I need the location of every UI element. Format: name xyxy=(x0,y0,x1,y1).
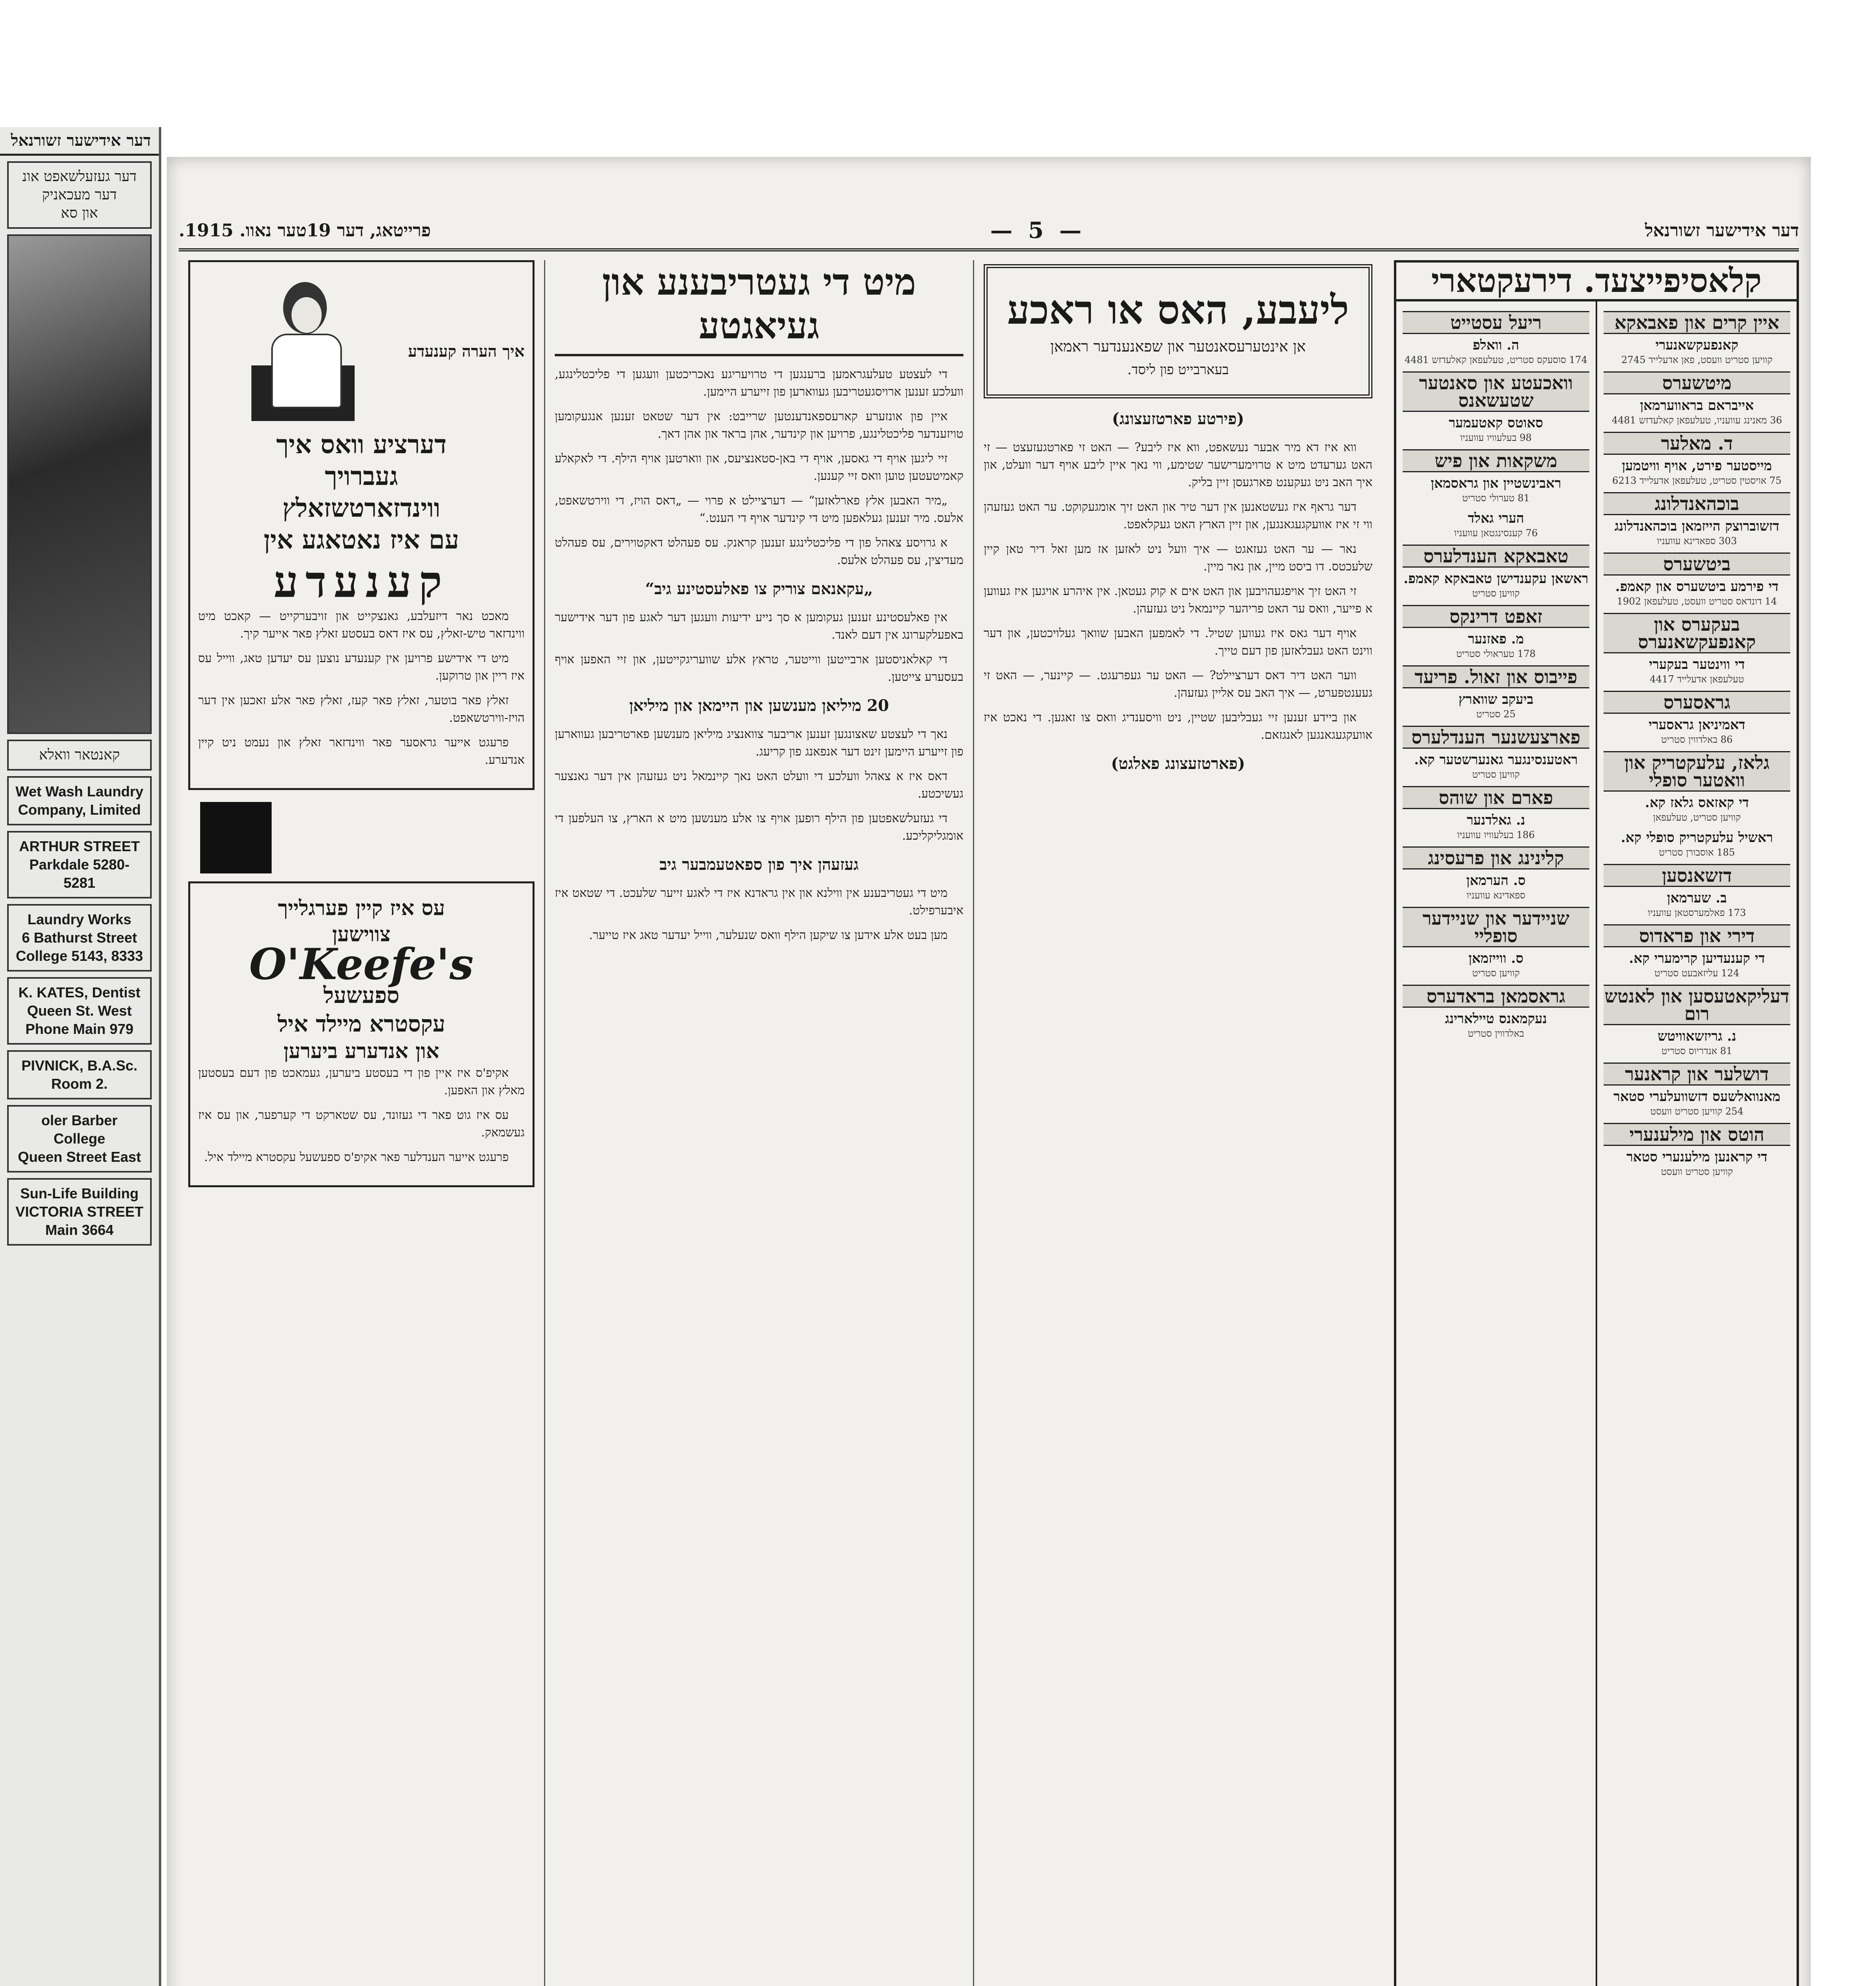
entry-name: ראבינשטיין און גראסמאן xyxy=(1430,475,1561,491)
prev-ad-laundry xyxy=(7,904,152,972)
salt-ad-line: דערציע וואס איך xyxy=(276,430,447,460)
paragraph: אקיפ'ס איז איין פון די בעסטע ביערען, געמאכט פון דעם בעסטען מאלץ און האפען. xyxy=(198,1066,525,1097)
advertisement-column xyxy=(179,260,544,1986)
directory-entry xyxy=(1403,872,1589,901)
sunlife-line: Sun-Life Building xyxy=(20,1185,139,1202)
okeefe-tagline: עס איז קיין פערגלייך xyxy=(278,896,445,920)
prev-ad-arthur xyxy=(7,831,152,898)
refugees-article xyxy=(544,260,973,1986)
directory-section-heading: איין קרים און פאבאקא xyxy=(1604,311,1790,334)
directory-section-heading: דעליקאטעסען און לאנטש רום xyxy=(1604,985,1790,1025)
previous-page-strip xyxy=(0,127,161,1986)
entry-address: 303 ספאדינא עוועניו xyxy=(1657,535,1737,547)
paragraph: דער גראף איז געשטאנען אין דער טיר און האט זיך אומגעקוקט. ער האט געזעהן ווי זי איז אוועקגעגאנגען, און זיין הארץ האט געקלאפט. xyxy=(984,500,1372,531)
entry-name: אייבראם בראווערמאן xyxy=(1640,398,1754,413)
arthur-line: ARTHUR STREET xyxy=(19,838,140,854)
okeefe-brand-logo: O'Keefe's xyxy=(249,939,474,989)
paragraph: זיי ליגען אויף די גאסען, אויף די באן-סטאנציעס, און ווארטען אויף הילף. די לאקאלע קאמיטעטען טוען וואס זיי קענען. xyxy=(555,452,963,483)
entry-name: ס. הערמאן xyxy=(1466,873,1526,889)
sunlife-line: VICTORIA STREET xyxy=(15,1204,144,1220)
serial-author: בעארבייט פון ליסד. xyxy=(1127,362,1229,378)
entry-name: נ. גריזשאוויטש xyxy=(1658,1028,1736,1044)
laundry-line: Laundry Works xyxy=(27,911,131,927)
entry-address: קוויען סטריט, טעלעפאן xyxy=(1653,812,1741,823)
paragraph: נאר — ער האט געזאגט — איך וועל ניט לאזען אז מען זאל דיר טאן קיין שלעכטס. דו ביסט מיין, און נאר מיין. xyxy=(984,542,1372,574)
prev-page-header: דער אידישער זשורנאל xyxy=(0,127,159,156)
directory-entry xyxy=(1403,751,1589,780)
entry-address: 81 טערולי סטריט xyxy=(1462,493,1530,504)
entry-name: מ. פאזנער xyxy=(1468,631,1524,647)
serial-title: ליעבע, האס או ראכע xyxy=(1007,286,1349,333)
entry-address: 25 סטריט xyxy=(1476,709,1516,720)
directory-section-heading: זאפט דרינקס xyxy=(1403,605,1589,628)
paragraph: די קאלאניסטען ארבייטען ווייטער, טראץ אלע שוועריגקייטען, און זיי האפען אויף בעסערע צייטען. xyxy=(555,653,963,684)
barber-line: Queen Street East xyxy=(17,1149,141,1165)
directory-section-heading: בוכהאנדלונג xyxy=(1604,492,1790,515)
entry-name: די קענעדיען קרימערי קא. xyxy=(1629,950,1765,966)
entry-address: קוויען סטריט xyxy=(1472,588,1520,599)
entry-address: 98 בעלעוויו עוועניו xyxy=(1460,432,1532,443)
entry-address: קוויען סטריט xyxy=(1472,769,1520,780)
entry-name: דזשוברוצק הייזמאן בוכהאנדלונג xyxy=(1614,518,1779,534)
prev-ad-2-line: קאנטאר וואלא xyxy=(39,747,120,763)
article-body xyxy=(555,366,963,569)
directory-entry xyxy=(1403,811,1589,841)
entry-name: ב. שערמאן xyxy=(1667,890,1727,906)
directory-entry xyxy=(1604,889,1790,919)
directory-entry xyxy=(1604,1148,1790,1178)
prev-portrait-photo xyxy=(7,234,152,734)
okeefe-product: עקסטרא מיילד איל xyxy=(277,1011,446,1037)
laundry-line: College 5143, 8333 xyxy=(15,948,143,964)
entry-name: ראטענסינגער גאנערשטער קא. xyxy=(1414,752,1578,768)
directory-section-heading: דזשאנסען xyxy=(1604,864,1790,887)
prev-ad-barber xyxy=(7,1105,152,1173)
paragraph: מען בעט אלע אידען צו שיקען הילף וואס שנעלער, ווייל יעדער טאג איז טייער. xyxy=(589,928,948,942)
article-body xyxy=(555,726,963,845)
windsor-salt-ad xyxy=(188,260,535,790)
directory-section-heading: הוטס און מילענערי xyxy=(1604,1123,1790,1146)
entry-address: 254 קוויען סטריט וועסט xyxy=(1650,1106,1744,1117)
entry-name: דאמיניאן גראסערי xyxy=(1648,717,1745,733)
laundry-line: 6 Bathurst Street xyxy=(21,929,137,946)
serial-novel-column xyxy=(973,260,1382,1986)
prev-ad-kates xyxy=(7,977,152,1045)
directory-title: קלאסיפייצעד. דירעקטארי xyxy=(1396,263,1797,301)
directory-section-heading: ריעל עסטייט xyxy=(1403,311,1589,334)
paragraph: אין פאלעסטינע זענען געקומען א סך נייע ידיעות וועגען דער לאגע פון דער אידישער באפעלקערונג אין דעם לאנד. xyxy=(555,610,963,642)
okeefe-tagline-2: צווישען xyxy=(332,922,391,947)
paragraph: פרעגט אייער הענדלער פאר אקיפ'ס ספעשעל עקסטרא מיילד איל. xyxy=(204,1150,509,1164)
article-body xyxy=(555,609,963,686)
paragraph: זי האט זיך אויפגעהויבען און האט אים א קוק געטאן. אין איהרע אויגען איז געווען א פייער, וואס ער האט פריהער קיינמאל ניט געזעהן. xyxy=(984,584,1372,616)
directory-section-heading: קלינינג און פרעסינג xyxy=(1403,846,1589,869)
serial-body xyxy=(984,439,1372,744)
entry-name: ה. וואלפ xyxy=(1473,337,1519,353)
paragraph: אויף דער גאס איז געווען שטיל. די לאמפען האבען שוואך געלויכטען, און דער ווינט האט געבלאזען פון דעם טייך. xyxy=(984,626,1372,658)
entry-name: סאוטס קאטעמער xyxy=(1449,415,1543,431)
entry-address: 178 טעראולי סטריט xyxy=(1456,648,1536,659)
directory-entry xyxy=(1604,716,1790,746)
directory-grid xyxy=(1396,301,1797,1986)
classified-directory xyxy=(1394,260,1799,1986)
directory-section-heading: פארם און שוהס xyxy=(1403,786,1589,809)
prev-ad-pivnick xyxy=(7,1050,152,1099)
directory-section-heading: גראסמאן בראדערס xyxy=(1403,985,1589,1008)
article-subhead: „עקאנאם צוריק צו פאלעסטינע גיב“ xyxy=(645,580,873,598)
entry-address: 86 באלדווין סטריט xyxy=(1661,734,1733,745)
paragraph: מאכט נאר דיזעלבע, גאנצקייט און זויבערקייט — קאכט מיט ווינדזאר טיש-זאלץ, עס איז דאס בעסטע זאלץ פאר אייער קיך. xyxy=(198,609,525,641)
entry-address: 76 קענסינגטאן עוועניו xyxy=(1454,527,1538,539)
article-subhead: געזעהן איך פון ספאטעמבער גיב xyxy=(659,855,859,874)
directory-entry xyxy=(1403,630,1589,660)
directory-entry xyxy=(1604,656,1790,685)
article-body xyxy=(555,885,963,944)
entry-address: 36 מאנינג עוועניו, טעלעפאן קאלעדזש 4481 xyxy=(1612,415,1782,426)
paragraph: נאך די לעצטע שאצונגען זענען אריבער צוואנציג מיליאן מענשען פארטריבען געווארען פון זייערע היימען זינט דער אנפאנג פון קריעג. xyxy=(555,727,963,759)
kates-line: Queen St. West xyxy=(27,1003,132,1019)
entry-address: 124 עליזאבעט סטריט xyxy=(1654,968,1739,979)
directory-entry xyxy=(1604,1088,1790,1117)
entry-name: די פירמע ביטשערס און קאמפ. xyxy=(1615,579,1779,595)
paragraph: מיט די אידישע פרויען אין קענעדע נוצען עס יעדען טאג, ווייל עס איז ריין און טרוקען. xyxy=(198,651,525,683)
okeefe-ad-copy xyxy=(198,1064,525,1166)
directory-entry xyxy=(1403,570,1589,599)
entry-address: 174 סוסעקס סטריט, טעלעפאן קאלעדזש 4481 xyxy=(1404,354,1588,365)
wet-wash-line: Company, Limited xyxy=(18,802,141,818)
article-headline: מיט די געטריבענע און געיאגטע xyxy=(555,260,963,356)
serial-part: (פירטע פארטזעצונג) xyxy=(1112,410,1244,428)
okeefe-beer-ad xyxy=(188,881,535,1187)
directory-column-right xyxy=(1597,301,1797,1986)
paragraph: די לעצטע טעלעגראמען ברענגען די טרויעריגע נאכריכטען וועגען די פליכטלינגע, וועלכע זענען ארויסגעטריבען געווארען פון זייערע היימען. xyxy=(555,367,963,399)
article-subhead: 20 מיליאן מענשען און היימאן און מיליאן xyxy=(629,696,889,715)
directory-section-heading: גראסערס xyxy=(1604,691,1790,714)
salt-ad-corner-label: איך הערה קענעדע xyxy=(408,342,525,361)
entry-address: טעלעפאן אדעלייד 4417 xyxy=(1650,674,1744,685)
directory-section-heading: משקאות און פיש xyxy=(1403,449,1589,472)
entry-name: די ווינטער בעקערי xyxy=(1649,657,1745,672)
salt-ad-top xyxy=(198,274,525,429)
salt-ad-line: געברויך xyxy=(324,462,398,491)
directory-entry xyxy=(1403,691,1589,720)
entry-address: קוויען סטריט xyxy=(1472,968,1520,979)
directory-entry xyxy=(1403,414,1589,444)
entry-name: מאנוואלשעס דזשוועלערי סטאר xyxy=(1613,1089,1781,1105)
directory-section-heading: בעקערס און קאנפעקשאנערס xyxy=(1604,613,1790,653)
directory-entry xyxy=(1604,829,1790,858)
directory-entry xyxy=(1604,950,1790,979)
directory-section-heading: דושלער און קראנער xyxy=(1604,1063,1790,1086)
woman-cooking-illustration xyxy=(243,274,363,425)
page-header xyxy=(179,213,1799,251)
salt-ad-copy xyxy=(198,608,525,769)
paragraph: פרעגט אייער גראסער פאר ווינדזאר זאלץ און נעמט ניט קיין אנדערע. xyxy=(198,736,525,767)
prev-ad-wet-wash xyxy=(7,776,152,825)
directory-section-heading: טאבאקא הענדלערס xyxy=(1403,545,1589,568)
entry-address: 186 בעלעוויו עוועניו xyxy=(1457,829,1535,840)
serial-end-note: (פארטזעצונג פאלגט) xyxy=(1111,754,1245,773)
directory-entry xyxy=(1604,578,1790,607)
directory-entry xyxy=(1604,518,1790,547)
barber-line: oler Barber College xyxy=(41,1112,118,1147)
paragraph: „מיר האבען אלץ פארלאזען“ — דערציילט א פרוי — „דאס הויז, די ווירטשאפט, אלעס. מיר זענען געלאפען מיט די קינדער אויף די הענט.“ xyxy=(555,494,963,525)
prev-ad-1-line: און סא xyxy=(61,205,98,221)
directory-entry xyxy=(1403,336,1589,366)
page-number: — 5 — xyxy=(990,217,1086,243)
entry-name: די קראנען מילענערי סטאר xyxy=(1626,1149,1768,1165)
prev-ad-2 xyxy=(7,740,152,771)
pivnick-line: Room 2. xyxy=(51,1076,108,1092)
directory-entry xyxy=(1604,1028,1790,1057)
paragraph: זאלץ פאר בוטער, זאלץ פאר קעז, זאלץ פאר אלע זאכען אין דער הויז-ווירטשאפט. xyxy=(198,694,525,725)
masthead-title: דער אידישער זשורנאל xyxy=(1645,220,1799,241)
entry-name: ס. ווייזמאן xyxy=(1468,950,1524,966)
paragraph: ווער האט דיר דאס דערציילט? — האט ער געפרעגט. — קיינער, — האט זי געענטפערט, — איך האב עס אליין געזעהן. xyxy=(984,668,1372,700)
entry-name: ביעקב שווארץ xyxy=(1458,692,1534,707)
directory-section-heading: שניידער און שניידער סופליי xyxy=(1403,907,1589,947)
directory-entry xyxy=(1604,397,1790,426)
paragraph: און ביידע זענען זיי געבליבען שטיין, ניט וויסענדיג וואס צו זאגען. די נאכט איז אוועקגעגאנגען לאנגזאם. xyxy=(984,711,1372,742)
entry-address: קוויען סטריט וועסט, פאן אדעלייד 2745 xyxy=(1621,354,1773,365)
figure-face xyxy=(290,296,323,334)
entry-name: די קאזאס גלאז קא. xyxy=(1645,795,1749,811)
directory-section-heading: ד. מאלער xyxy=(1604,432,1790,455)
directory-section-heading: ביטשערס xyxy=(1604,553,1790,576)
entry-address: 75 אויסטין סטריט, טעלעפאן אדעלייד 6213 xyxy=(1612,475,1782,486)
okeefe-product-more: און אנדערע ביערען xyxy=(283,1039,440,1063)
paragraph: ווא איז דא מיר אבער נעשאפט, ווא איז ליבע? — האט זי פארטגעזעצט — זי האט גערעדט מיט א טרוימערישער שטימע, ווי נאך איין ליבע אויף דער וועלט, און איך האב ניט געקענט פארגעסן זיין בליק. xyxy=(984,440,1372,489)
directory-entry xyxy=(1403,1010,1589,1039)
salt-ad-big-word: קענעדע xyxy=(273,556,450,607)
entry-name: ראשאן עקענדישן טאבאקא קאמפ. xyxy=(1403,571,1588,587)
pivnick-line: PIVNICK, B.A.Sc. xyxy=(21,1057,138,1074)
directory-column-left xyxy=(1396,301,1597,1986)
directory-section-heading: גלאז, עלעקטריק און וואטער סופלי xyxy=(1604,751,1790,792)
directory-entry xyxy=(1403,950,1589,979)
directory-entry xyxy=(1604,794,1790,823)
issue-date: פרייטאג, דער 19טער נאוו. 1915. xyxy=(179,220,431,241)
paragraph: די געזעלשאפטען פון הילף רופען אויף צו אלע מענשען מיט א הארץ, צו העלפען די אומגליקליכע. xyxy=(555,811,963,843)
entry-name: נ. גאלדנער xyxy=(1467,812,1525,828)
kates-line: Phone Main 979 xyxy=(25,1021,134,1037)
arthur-line: Parkdale 5280-5281 xyxy=(29,856,130,891)
directory-section-heading: פארצעשנער הענדלערס xyxy=(1403,726,1589,749)
paragraph: מיט די געטריבענע אין ווילנא און אין גראדנא איז די לאגע זייער שלעכט. די שטאט איז איבערפילט. xyxy=(555,886,963,918)
entry-address: קוויען סטריט וועסט xyxy=(1661,1166,1733,1177)
entry-address: ספאדינא עוועניו xyxy=(1467,890,1525,901)
entry-name: נעקמאנס טיילארינג xyxy=(1445,1011,1547,1027)
entry-address: 81 אנדריוס סטריט xyxy=(1661,1045,1733,1057)
salt-ad-line: עם איז נאטאגע אין xyxy=(264,525,459,555)
entry-name: מייסטער פירט, אויף וויטמען xyxy=(1622,458,1772,474)
figure-body xyxy=(271,334,342,408)
directory-section-heading: דירי און פראדוס xyxy=(1604,924,1790,947)
paragraph: דאס איז א צאהל וועלכע די וועלט האט נאך קיינמאל ניט געזעהן אין דער גאנצער געשיכטע. xyxy=(555,769,963,801)
kates-line: K. KATES, Dentist xyxy=(18,984,141,1001)
directory-section-heading: פייבוס און זאול. פריעד xyxy=(1403,665,1589,688)
entry-address: 14 דונדאס סטריט וועסט, טעלעפאן 1902 xyxy=(1617,596,1777,607)
directory-entry xyxy=(1604,457,1790,487)
directory-section-heading: וואכעטע און סאנטער שטעשאנס xyxy=(1403,371,1589,412)
prev-ad-1-line: דער מעכאניק xyxy=(42,187,117,203)
entry-name: קאנפעקשאנערי xyxy=(1655,337,1739,353)
entry-address: 185 אוסבורן סטריט xyxy=(1659,847,1735,858)
entry-name: הערי גאלד xyxy=(1468,510,1524,526)
directory-section-heading: מיטשערס xyxy=(1604,371,1790,394)
serial-subtitle: אן אינטערעסאנטער און שפאנענדער ראמאן xyxy=(1050,338,1306,355)
entry-name: ראשיל עלעקטריק סופלי קא. xyxy=(1621,830,1773,846)
wet-wash-line: Wet Wash Laundry xyxy=(15,783,144,800)
entry-address: באלדווין סטריט xyxy=(1468,1028,1524,1039)
salt-ad-brand: ווינדזארטשזאלץ xyxy=(282,493,440,523)
newspaper-page xyxy=(167,157,1811,1986)
paragraph: עס איז גוט פאר די געזונד, עס שטארקט די קערפער, און עס איז געשמאק. xyxy=(198,1108,525,1140)
prev-ad-1-line: דער געזעלשאפט אונ xyxy=(22,168,137,185)
paragraph: איין פון אונזערע קארעספאנדענטען שרייבט: אין דער שטאט זענען אנגעקומען טויזענדער פליכטלינגע, פרויען און קינדער, אהן בראד און אהן דאך. xyxy=(555,410,963,441)
directory-entry xyxy=(1403,510,1589,539)
entry-address: 173 פאלמערסטאן עוועניו xyxy=(1648,907,1746,918)
prev-ad-1 xyxy=(7,161,152,229)
directory-entry xyxy=(1403,475,1589,504)
black-square-mark xyxy=(200,802,272,873)
okeefe-product: ספעשעל xyxy=(323,982,400,1008)
serial-title-box xyxy=(984,264,1372,398)
paragraph: א גרויסע צאהל פון די פליכטלינגע זענען קראנק. עס פעהלט דאקטוירים, עס פעהלט מעדיצין, עס פעהלט אלעס. xyxy=(555,536,963,567)
prev-ad-sunlife xyxy=(7,1178,152,1246)
sunlife-line: Main 3664 xyxy=(45,1222,114,1238)
directory-entry xyxy=(1604,336,1790,366)
